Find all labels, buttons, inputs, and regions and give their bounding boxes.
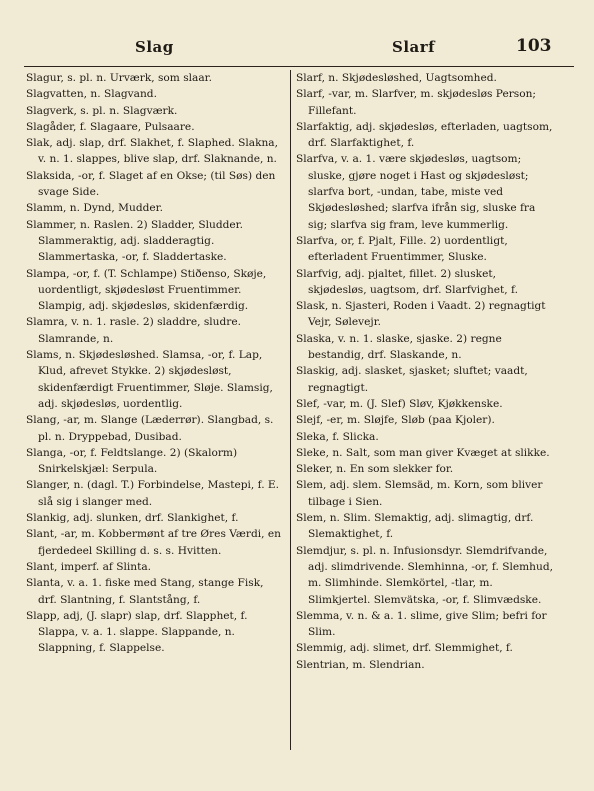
dictionary-entry: Slentrian, m. Slendrian. [296,658,425,671]
running-head-right: Slarf [392,38,436,56]
dictionary-entry: Slarf, n. Skjødesløshed, Uagtsomhed. [296,72,497,84]
dictionary-entry: Slagåder, f. Slagaare, Pulsaare. [26,120,195,133]
header-rule [24,66,574,67]
column-divider [290,70,291,750]
dictionary-entry: Slarfvig, adj. pjaltet, fillet. 2) slusket, skjødesløs, uagtsom, drf. Slarfvighet, f. [296,267,518,296]
dictionary-entry: Slemma, v. n. & a. 1. slime, give Slim; befri for Slim. [296,609,547,639]
dictionary-entry: Slemmig, adj. slimet, drf. Slemmighet, f. [296,642,513,655]
dictionary-entry: Slanta, v. a. 1. fiske med Stang, stange Fisk, drf. Slantning, f. Slantstång, f. [26,577,264,606]
dictionary-entry: Sleke, n. Salt, som man giver Kvæget at slikke. [296,446,550,459]
dictionary-entry: Slamra, v. n. 1. rasle. 2) sladdre, sludre. Slamrande, n. [26,316,241,345]
dictionary-entry: Slarf, -var, m. Slarfver, m. skjødesløs Person; Fillefant. [296,88,536,117]
dictionary-entry: Slem, adj. slem. Slemsäd, m. Korn, som bliver tilbage i Sien. [296,479,543,508]
dictionary-entry: Slem, n. Slim. Slemaktig, adj. slimagtig, drf. Slemaktighet, f. [296,512,534,541]
dictionary-entry: Slant, imperf. af Slinta. [26,560,152,573]
dictionary-entry: Slagverk, s. pl. n. Slagværk. [26,104,178,117]
dictionary-entry: Slanga, -or, f. Feldtslange. 2) (Skalorm) Snirkelskjæl: Serpula. [26,446,238,476]
dictionary-entry: Slaskig, adj. slasket, sjasket; sluftet; vaadt, regnagtigt. [296,365,528,394]
dictionary-entry: Slammer, n. Raslen. 2) Sladder, Sludder. Slammeraktig, adj. sladderagtig. Slammertaska, -or, f. Sladdertaske. [26,218,243,264]
dictionary-entry: Slams, n. Skjødesløshed. Slamsa, -or, f. Lap, Klud, afrevet Stykke. 2) skjødesløst, skidenfærdigt Fruentimmer, Sløje. Slamsig, adj. skjødesløs, uordentlig. [26,349,273,410]
dictionary-entry: Slant, -ar, m. Kobbermønt af tre Øres Værdi, en fjerdedeel Skilling d. s. s. Hvitten. [26,528,281,557]
dictionary-entry: Slarfaktig, adj. skjødesløs, efterladen, uagtsom, drf. Slarfaktighet, f. [296,120,553,150]
dictionary-entry: Slarfva, v. a. 1. være skjødesløs, uagtsom; sluske, gjøre noget i Hast og skjødesløst; slarfva bort, -undan, tabe, miste ved Skjødesløshed; slarfva ifrån sig, sluske fra sig; slarfva sig fram, leve kummerlig. [296,153,536,231]
left-column [26,70,284,657]
dictionary-entry: Slanger, n. (dagl. T.) Forbindelse, Mastepi, f. E. slå sig i slanger med. [26,479,280,508]
dictionary-entry: Slemdjur, s. pl. n. Infusionsdyr. Slemdrifvande, adj. slimdrivende. Slemhinna, -or, f. Slemhud, m. Slimhinde. Slemkörtel, -tlar, m. Slimkjertel. Slemvätska, -or, f. Slimvædske. [296,544,553,606]
dictionary-entry: Slask, n. Sjasteri, Roden i Vaadt. 2) regnagtigt Vejr, Sølevejr. [296,300,546,329]
dictionary-entry: Slaska, v. n. 1. slaske, sjaske. 2) regne bestandig, drf. Slaskande, n. [296,332,502,362]
running-head-left: Slag [135,38,174,56]
dictionary-entry: Slak, adj. slap, drf. Slakhet, f. Slaphed. Slakna, v. n. 1. slappes, blive slap, drf. Slaknande, n. [26,137,278,166]
dictionary-entry: Slagvatten, n. Slagvand. [26,88,157,101]
dictionary-entry: Slamm, n. Dynd, Mudder. [26,202,163,215]
dictionary-entry: Slaksida, -or, f. Slaget af en Okse; (til Søs) den svage Side. [26,169,276,199]
dictionary-entry: Slejf, -er, m. Sløjfe, Sløb (paa Kjoler). [296,414,495,427]
dictionary-entry: Slarfva, or, f. Pjalt, Fille. 2) uordentligt, efterladent Fruentimmer, Sluske. [296,234,508,264]
dictionary-entry: Slang, -ar, m. Slange (Læderrør). Slangbad, s. pl. n. Dryppebad, Dusibad. [26,414,274,443]
dictionary-entry: Slampa, -or, f. (T. Schlampe) Stiðenso, Skøje, uordentligt, skjødesløst Fruentimmer. Slampig, adj. skjødesløs, skidenfærdig. [26,267,267,313]
page-number: 103 [516,36,552,56]
dictionary-entry: Sleka, f. Slicka. [296,430,379,443]
dictionary-entry: Slapp, adj, (J. slapr) slap, drf. Slapphet, f. Slappa, v. a. 1. slappe. Slappande, n. Slappning, f. Slappelse. [26,609,248,655]
dictionary-entry: Slankig, adj. slunken, drf. Slankighet, f. [26,512,239,525]
right-column [296,70,554,673]
dictionary-entry: Slagur, s. pl. n. Urværk, som slaar. [26,72,212,84]
dictionary-entry: Slef, -var, m. (J. Slef) Sløv, Kjøkkenske. [296,397,503,410]
dictionary-entry: Sleker, n. En som slekker for. [296,463,454,476]
